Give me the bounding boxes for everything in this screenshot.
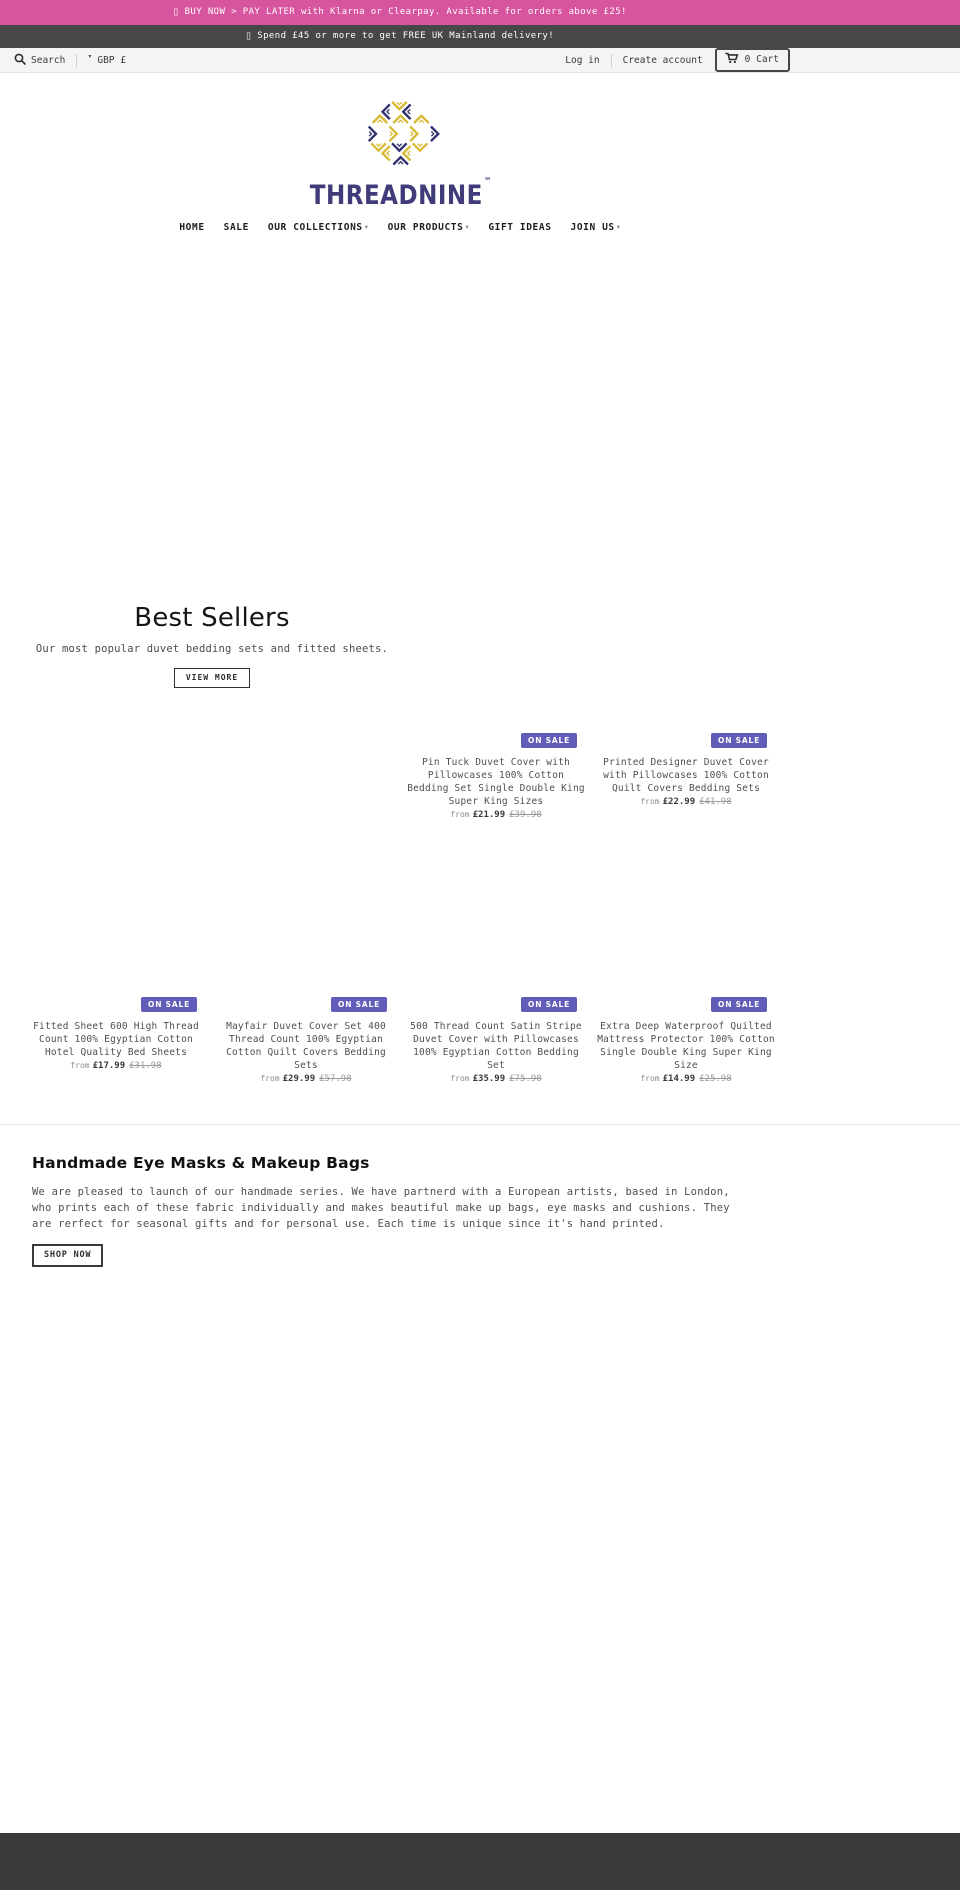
section-title: Best Sellers: [134, 603, 290, 633]
emoji-placeholder-icon: ▯: [245, 31, 252, 42]
announcement-bar-gray: [0, 25, 960, 48]
on-sale-badge: ON SALE: [711, 733, 767, 748]
on-sale-badge: ON SALE: [521, 733, 577, 748]
compare-at-price: £41.98: [699, 797, 732, 807]
sale-price: £21.99: [472, 810, 506, 820]
sale-price: £14.99: [662, 1074, 696, 1084]
chevron-down-icon: ▾: [88, 52, 92, 60]
product-grid: [21, 728, 781, 1084]
brand-logo[interactable]: [352, 91, 448, 179]
nav-item-gift-ideas[interactable]: GIFT IDEAS: [488, 222, 552, 233]
nav-item-sale[interactable]: SALE: [223, 222, 249, 233]
site-header: [0, 73, 800, 251]
nav-item-home[interactable]: HOME: [179, 222, 205, 233]
product-price: from £17.99 £31.98: [70, 1061, 162, 1071]
sale-price: £35.99: [472, 1074, 506, 1084]
announcement-1-text: BUY NOW > PAY LATER with Klarna or Clearpay. Available for orders above £25!: [184, 7, 627, 17]
chevron-down-icon: ▾: [465, 223, 470, 231]
best-sellers-section: [0, 603, 424, 688]
emoji-placeholder-icon: ▯: [173, 7, 179, 18]
product-card[interactable]: [591, 820, 781, 1084]
section-subtitle: Our most popular duvet bedding sets and fitted sheets.: [35, 643, 389, 655]
cart-button[interactable]: [715, 48, 790, 72]
section-title: Handmade Eye Masks & Makeup Bags: [32, 1154, 370, 1172]
product-price: from £35.99 £75.98: [450, 1074, 542, 1084]
section-body-text: We are pleased to launch of our handmade series. We have partnerd with a European artists, based in London, who prints each of these fabric individually and makes beautiful make up bags, eye masks and cushions. They are rerfect for seasonal gifts and for personal use. Each time is unique since it's hand printed.: [32, 1186, 730, 1230]
handmade-section: [0, 1125, 790, 1267]
utility-header: [0, 48, 960, 73]
product-title[interactable]: Pin Tuck Duvet Cover with Pillowcases 100% Cotton Bedding Set Single Double King Super King Sizes: [407, 757, 585, 807]
product-card[interactable]: [401, 820, 591, 1084]
compare-at-price: £75.98: [509, 1074, 542, 1084]
currency-label: GBP £: [97, 54, 126, 66]
content-gap: [0, 1267, 960, 1833]
product-card[interactable]: [21, 820, 211, 1084]
hero-image-placeholder: [0, 251, 960, 603]
login-link[interactable]: Log in: [565, 54, 600, 66]
product-cell-empty: [21, 728, 211, 820]
product-card[interactable]: [591, 728, 781, 820]
product-title[interactable]: Fitted Sheet 600 High Thread Count 100% Egyptian Cotton Hotel Quality Bed Sheets: [33, 1021, 199, 1058]
view-more-button[interactable]: VIEW MORE: [174, 668, 250, 688]
product-image-placeholder: [27, 820, 205, 992]
on-sale-badge: ON SALE: [521, 997, 577, 1012]
header-divider: [76, 54, 77, 67]
on-sale-badge: ON SALE: [331, 997, 387, 1012]
product-image-placeholder: [597, 820, 775, 992]
chevron-down-icon: ▾: [616, 223, 621, 231]
search-label: Search: [31, 54, 66, 66]
create-account-link[interactable]: Create account: [622, 54, 703, 66]
product-price: from £14.99 £25.98: [640, 1074, 732, 1084]
trademark-symbol: ™: [483, 176, 492, 187]
product-price: from £29.99 £57.98: [260, 1074, 352, 1084]
product-image-placeholder: [217, 820, 395, 992]
product-card[interactable]: [211, 820, 401, 1084]
product-title[interactable]: Extra Deep Waterproof Quilted Mattress Protector 100% Cotton Single Double King Super King Size: [597, 1021, 775, 1071]
product-price: from £22.99 £41.98: [640, 797, 732, 807]
brand-wordmark[interactable]: THREADNINE™: [309, 176, 492, 211]
nav-item-our-collections[interactable]: OUR COLLECTIONS ▾: [267, 222, 369, 233]
compare-at-price: £31.98: [129, 1061, 162, 1071]
product-cell-empty: [211, 728, 401, 820]
product-title[interactable]: Printed Designer Duvet Cover with Pillowcases 100% Cotton Quilt Covers Bedding Sets: [603, 757, 769, 794]
on-sale-badge: ON SALE: [141, 997, 197, 1012]
currency-selector[interactable]: [88, 52, 126, 66]
nav-item-our-products[interactable]: OUR PRODUCTS ▾: [387, 222, 470, 233]
chevron-down-icon: ▾: [364, 223, 369, 231]
search-icon: [14, 53, 26, 68]
product-title[interactable]: 500 Thread Count Satin Stripe Duvet Cover with Pillowcases 100% Egyptian Cotton Bedding Set: [410, 1021, 582, 1071]
product-title[interactable]: Mayfair Duvet Cover Set 400 Thread Count 100% Egyptian Cotton Quilt Covers Bedding Sets: [226, 1021, 386, 1071]
shop-now-button[interactable]: SHOP NOW: [32, 1244, 103, 1267]
announcement-bar-pink: [0, 0, 960, 25]
compare-at-price: £57.98: [319, 1074, 352, 1084]
sale-price: £17.99: [92, 1061, 126, 1071]
on-sale-badge: ON SALE: [711, 997, 767, 1012]
cart-icon: [725, 52, 739, 67]
search-button[interactable]: [14, 53, 65, 68]
header-divider: [611, 54, 612, 67]
main-nav: [0, 222, 800, 233]
product-price: from £21.99 £39.98: [450, 810, 542, 820]
cart-count-label: 0 Cart: [744, 54, 779, 65]
footer: [0, 1833, 960, 1890]
announcement-2-text: Spend £45 or more to get FREE UK Mainland delivery!: [257, 31, 555, 41]
product-image-placeholder: [407, 820, 585, 992]
compare-at-price: £25.98: [699, 1074, 732, 1084]
product-card[interactable]: [401, 728, 591, 820]
compare-at-price: £39.98: [509, 810, 542, 820]
sale-price: £29.99: [282, 1074, 316, 1084]
sale-price: £22.99: [662, 797, 696, 807]
nav-item-join-us[interactable]: JOIN US ▾: [570, 222, 621, 233]
